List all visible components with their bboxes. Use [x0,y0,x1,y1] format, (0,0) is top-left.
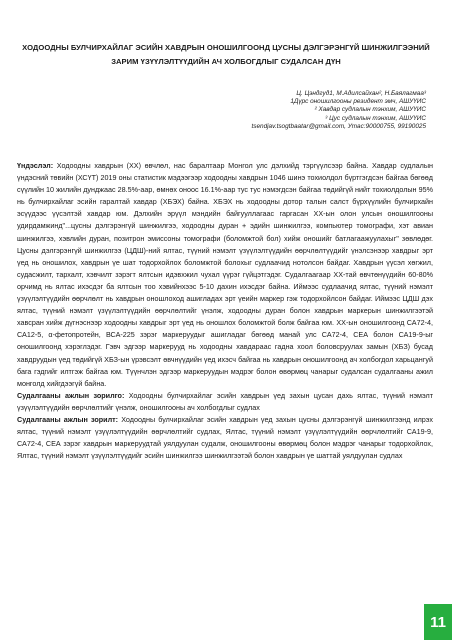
objective-heading: Судалгааны ажлын зорилт: [17,414,119,424]
intro-paragraph [17,160,433,390]
goal-text: Ходоодны булчирхайлаг эсийн хавдрын үед захын цусан дахь ялтас, түүний нэмэлт үзүүлэлтүүдийн өөрчлөлтийг үнэлж, оношилгооны ач холбогдлыг судлах [17,390,433,412]
author-block [126,90,426,131]
affiliation-2: ² Хавдар судлалын тэнхим, АШУҮИС [314,106,426,114]
affiliation-3: ³ Цус судлалын тэнхим, АШУҮИС [325,114,426,122]
page-number-badge: 11 [424,604,452,640]
goal-paragraph [17,390,433,414]
goal-heading: Судалгааны ажлын зорилго: [17,390,125,400]
objective-text: Ходоодны булчирхайлаг эсийн хавдрын үед захын цусны дэлгэрэнгүй шинжилгээнд илрэх ялтас, түүний нэмэлт үзүүлэлтүүдийн өөрчлөлтийг судлах, Ялтас, түүний нэмэлт үзүүлэлтүүдийн өөрчлөлтийг СА19-9, СА72-4, СЕА зэрэг хавдрын маркеруудтай уялдуулан судалж, оношилгооны өвөрмөц болон мэдрэг чанарыг тодорхойлох, Ялтас, түүний нэмэлт үзүүлэлтүүдийг эсийн шинжилгээ шинжилгээтэй болон хавдрын үе шаттай уялдуулан судлах [17,414,433,461]
author-names: Ц. Цэндгуд1, М.Адилсайхан², Н.Баялагмаа³ [296,90,426,97]
intro-text: Ходоодны хавдрын (ХХ) өвчлөл, нас баралтаар Монгол улс дэлхийд тэргүүлсээр байна. Хавдар судлалын үндэсний төвийн (ХСҮТ) 2019 оны статистик мэдээгээр ходоодны хавдрын 1046 шинэ тохиолдол бүртгэгдсэн байгаа бөгөөд сүүлийн 10 жилийн дунджаас 28.5%-аар, өмнөх оноос 16.1%-аар тус тус нэмэгдсэн байгаа төдийгүй нийт тохиолдолын 95% нь булчирхайлаг эсийн гаралтай хавдар (ХБЭХ) байна. ХБЭХ нь ходоодны дотор талын салст бүрхүүлийн булчирхайн эсүүдээс үүсэлтэй хавдар юм. Дэлхийн эрүүл мэндийн байгууллагаас гаргасан ХХ-ын олон улсын оношилгооны удирдамжинд"...цусны дэлгэрэнгүй шинжилгээ, ходоодны дуран + эдийн шинжилгээ, компьютер томографи, хэт авиан шинжилгээ, хэвлийн дуран, позитрон эмиссоны томографи (боломжтой бол) хийж оношийг батлагаажуулахыг" зөвлөдөг. Цусны дэлгэрэнгүй шинжилгээ (ЦДШ)-ний ялтас, түүний нэмэлт үзүүлэлтүүдийн өөрчлөлтүүдийг үнэлсэнээр хавдрыг эрт үед нь оношилох, хавдрын үе шат тодорхойлох боломжтой болохыг судлаачид нотолсон байдаг. Хавдрын үүсэл хөгжил, судасжилт, тархалт, хэвчилт зэрэгт ялтсын идэвхжил чухал үүрэг гүйцэтгэдэг. Судалгаагаар ХХ-тай өвчтөнүүдийн 60-80% орчимд нь ялтас ихэсдэг ба ялтсын тоо хэвийнхээс 5-10 дахин ихэсдэг байна. Иймээс судлаачид ялтас, түүний нэмэлт үзүүлэлтүүдийн өөрчлөлт нь хавдрын оношлоход ашигладах эрт үеийн маркер гэж тодорхойлсон байдаг. Иймээс ЦДШ дэх ялтас, түүний нэмэлт үзүүлэлтүүдийн өөрчлөлтийг үнэлж, ходоодны дуран болон хавдрын маркерын шинжилгээтэй хавсран хийж дүгнэснээр ходоодны хавдрыг эрт үед нь оношлох боломжтой болж байгаа юм. ХХ-ын оношилгоонд СА72-4, СА12-5, α-фетопротейн, ВСА-225 зэрэг маркеруудыг ашигладаг бөгөөд манай улс СА72-4, СЕА болон СА19-9-ыг оношилгоонд хэрэглэдэг. Гэвч эдгээр маркерууд нь ходоодны хавдараас гадна хоол боловсруулах замын (ХБЗ) бусад хавдруудын үед төдийгүй ХБЗ-ын үрэвсэлт өвчнүүдийн үед ихэсч байгаа нь хавдрын оношилгоонд ач холбогдол харьцангуй бага гэдгийг илтгэж байгаа юм. Түүнчлэн эдгээр маркеруудын мэдрэг болон өвөрмөц чанарыг судалсан судалгааны ажил монголд хийгдээгүй байна. [17,161,433,388]
paper-body [17,160,433,462]
affiliation-1: 1Дүрс оношилгооны резидент эмч, АШУҮИС [290,98,426,106]
paper-title: ХОДООДНЫ БУЛЧИРХАЙЛАГ ЭСИЙН ХАВДРЫН ОНОШИЛГООНД ЦУСНЫ ДЭЛГЭРЭНГҮЙ ШИНЖИЛГЭЭНИЙ ЗАРИМ ҮЗҮҮЛЭЛТҮҮДИЙН АЧ ХОЛБОГДЛЫГ СУДАЛСАН ДҮН [22,43,430,66]
author-contact: tsendjav.tsogtbaatar@gmail.com, Утас:90000755, 99190025 [251,122,426,130]
objective-paragraph [17,414,433,462]
intro-heading: Үндэслэл: [17,161,54,170]
